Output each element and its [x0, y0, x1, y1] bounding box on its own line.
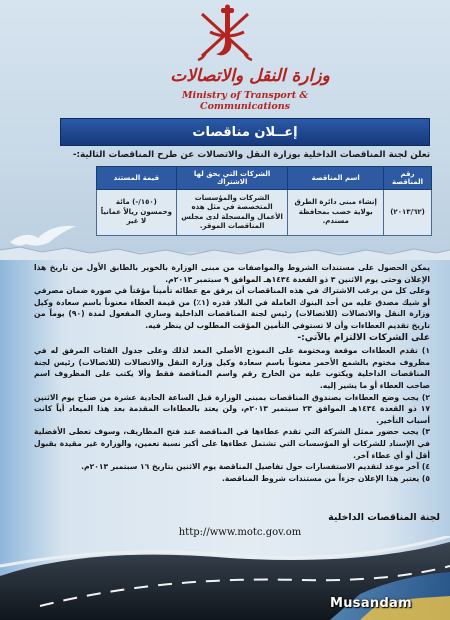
- header-eligible-companies: الشركات التي يحق لها الاشتراك: [176, 167, 288, 190]
- paragraph-documents: يمكن الحصول على مستندات الشروط والمواصفات من مبنى الوزارة بالخوير بالطابق الأول من تاريخ هذا الإعلان وحتى يوم الاثنين ٣ ذو القعدة ١٤٣٤هـ الموافق ٩ سبتمبر ٢٠١٣م.: [34, 263, 430, 284]
- header-document-value: قيمة المستند: [97, 167, 177, 190]
- header-tender-number: رقم المناقصة: [384, 167, 432, 190]
- cell-tender-number: (٢٠١٣/٦٢): [384, 190, 432, 236]
- notice-title: إعــلان مناقصات: [192, 124, 298, 140]
- watermark-logo: [330, 596, 412, 611]
- ministry-name-arabic: وزارة النقل والاتصالات: [170, 66, 330, 86]
- table-row: [97, 190, 432, 236]
- condition-3: ٣) يجب حضور ممثل الشركة التي تقدم عطاءها في المناقصة عند فتح المظاريف، وسوف تعطى الأفضلية في الإسناد للشركات أو المؤسسات التي تشتمل عطاءها على أكبر نسبة تعمين، والوزارة غير مقيدة بقبول أقل أو أي عطاء آخر.: [34, 427, 430, 460]
- ministry-emblem: [180, 4, 270, 66]
- paragraph-guarantee: وعلى كل من يرغب الاشتراك في هذه المناقصات أن يرفق مع عطائه تأميناً مؤقتاً في صورة ضمان مصرفي أو شيك مصدق عليه من أحد البنوك العاملة في البلاد قدره (١٪) من قيمة العطاء معنوناً باسم سعادة وكيل وزارة النقل والاتصالات (للاتصالات) رئيس لجنة المناقصات الداخلية وساري المفعول لمدة (٩٠) يوماً من تاريخ تقديم العطاءات وأن لا تستوفي التأمين المؤقت المطلوب لن ينظر فيه.: [34, 286, 430, 330]
- torn-paper-edge: [0, 244, 450, 260]
- cell-tender-name: إنشاء مبنى دائرة الطرق بولاية خصب بمحافظة مسندم.: [288, 190, 384, 236]
- notice-banner: [60, 118, 430, 146]
- condition-2: ٢) يجب وضع العطاءات بصندوق المناقصات بمبنى الوزارة قبل الساعة الحادية عشرة من صباح يوم الاثنين ١٧ ذو القعدة ١٤٣٤هـ الموافق ٢٣ سبتمبر ٢٠١٣م، ولن يعتد بالعطاءات المقدمة بعد هذا الميعاد أياً كانت أسباب التأخير.: [34, 392, 431, 425]
- condition-4: ٤) آخر موعد لتقديم الاستفسارات حول تفاصيل المناقصة يوم الاثنين بتاريخ ١٦ سبتمبر ٢٠١٣م.: [81, 462, 430, 472]
- tender-table: [96, 166, 432, 236]
- watermark-text: Musandam: [330, 596, 412, 611]
- cell-document-value: (١٥٠/-) مائة وخمسون ريالاً عمانياً لا غير: [97, 190, 177, 236]
- condition-1: ١) تقدم العطاءات موقعة ومختومة على النموذج الأصلي المعد لذلك وعلى جدول الفئات المرفق له في مظروف مختوم بالشمع الأحمر معنوناً باسم سعادة وكيل وزارة النقل والاتصالات (للاتصالات) رئيس لجنة المناقصات الداخلية ويكتوب عليه من الخارج رقم واسم المناقصة فقط وألا يكتب على المظروف اسم صاحب العطاء أو ما يشير إليه.: [34, 346, 430, 390]
- header-tender-name: اسم المناقصة: [288, 167, 384, 190]
- notice-body: [34, 262, 430, 484]
- intro-text: تعلن لجنة المناقصات الداخلية بوزارة النقل والاتصالات عن طرح المناقصات التالية:-: [72, 150, 430, 160]
- website-url[interactable]: http://www.motc.gov.om: [178, 527, 302, 538]
- table-header-row: [97, 167, 432, 190]
- ministry-name-english: Ministry of Transport & Communications: [182, 90, 308, 112]
- cell-eligible-companies: الشركات والمؤسسات المتخصصة في مثل هذه الأعمال والمسجلة لدى مجلس المناقصات الموقر.: [176, 190, 288, 236]
- committee-signature: لجنة المناقصات الداخلية: [328, 512, 440, 523]
- condition-5: ٥) يعتبر هذا الإعلان جزءاً من مستندات شروط المناقصة.: [222, 473, 430, 483]
- conditions-heading: على الشركات الالتزام بالآتي:-: [297, 332, 430, 343]
